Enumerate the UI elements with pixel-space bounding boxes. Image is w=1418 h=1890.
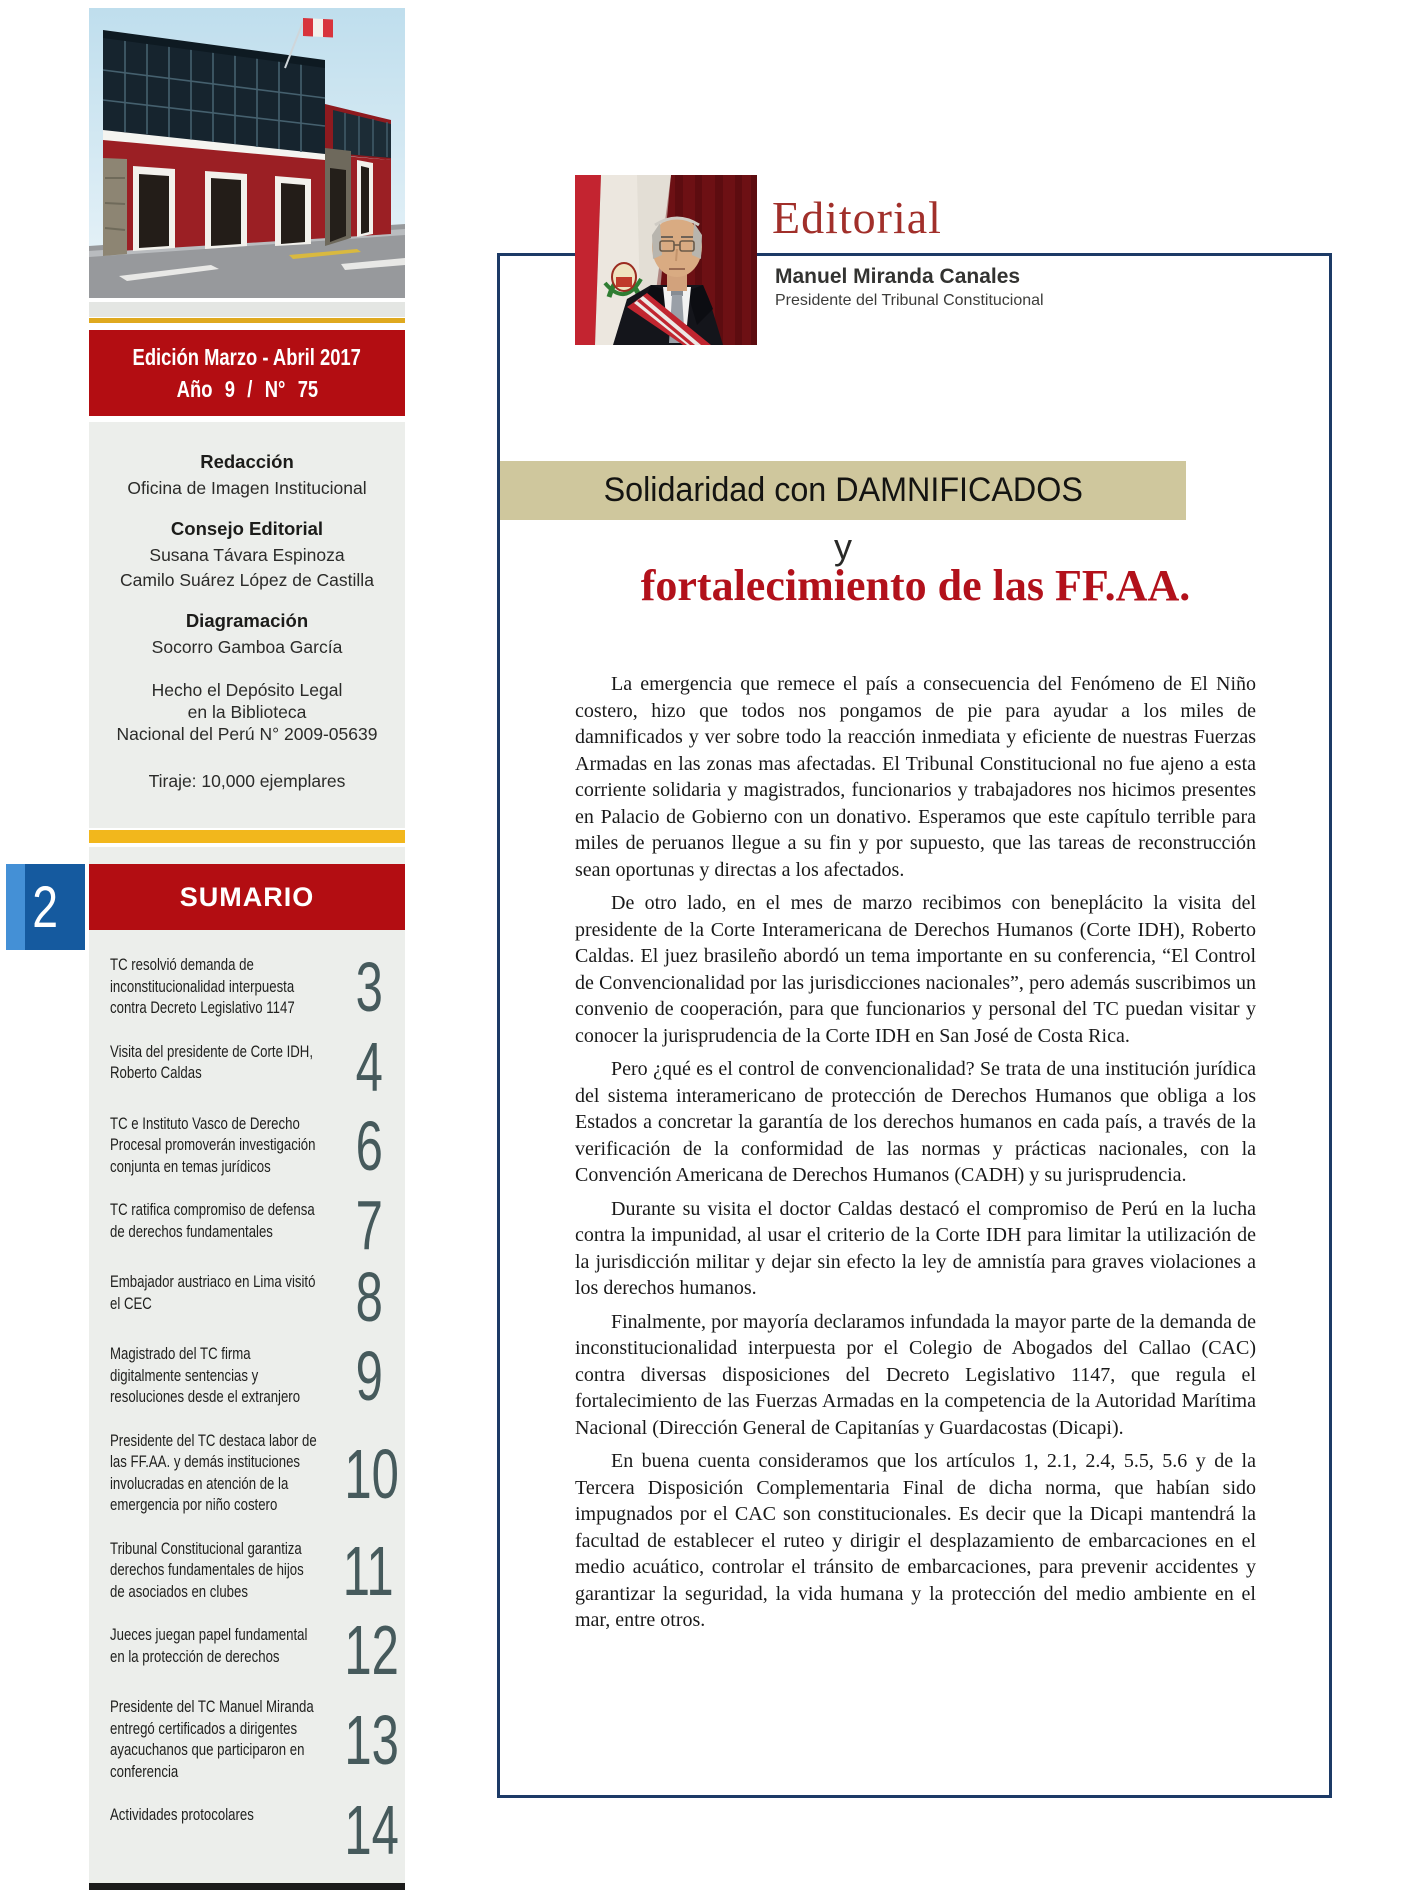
- editorial-paragraph: De otro lado, en el mes de marzo recibimos con beneplácito la visita del presidente de la Corte Interamericana de Derechos Humanos (Corte IDH), Roberto Caldas. El juez brasileño abordó un tema importante en su conferencia, “El Control de Convencionalidad por las jurisdicciones nacionales”, pero además suscribimos un convenio de cooperación, para que funcionarios y personal del TC puedan visitar y conocer la jurisprudencia de la Corte IDH en San José de Costa Rica.: [575, 892, 1256, 1047]
- toc-item-page: 8: [355, 1258, 383, 1336]
- tc-building-illustration: [89, 8, 405, 298]
- toc-item-title: Jueces juegan papel fundamental en la protección de derechos: [110, 1626, 308, 1666]
- toc-item-title: TC e Instituto Vasco de Derecho Procesal promoverán investigación conjunta en temas jurídicos: [110, 1114, 316, 1176]
- tiraje: Tiraje: 10,000 ejemplares: [148, 771, 346, 791]
- toc-item-page: 6: [355, 1106, 383, 1185]
- deposito-line: Nacional del Perú N° 2009-05639: [116, 724, 378, 744]
- edition-box: [89, 330, 405, 416]
- toc-item: [110, 1027, 383, 1106]
- toc-item: [110, 1531, 394, 1610]
- edition-line2: Año 9 / N° 75: [176, 375, 318, 402]
- author-block: [775, 264, 1044, 312]
- toc-item-page: 3: [355, 948, 383, 1027]
- toc-item: [110, 1186, 383, 1264]
- president-portrait-illustration: [575, 175, 757, 345]
- toc-item-page: 11: [342, 1531, 394, 1610]
- deposito-line: Hecho el Depósito Legal: [151, 680, 343, 700]
- sumario-title: SUMARIO: [179, 881, 315, 912]
- toc-item-title: Presidente del TC Manuel Miranda entregó certificados a dirigentes ayacuchanos que participaron en conferencia: [110, 1698, 314, 1781]
- toc-item-page: 12: [344, 1611, 399, 1689]
- sumario-header: [89, 864, 405, 930]
- diagramacion-value: Socorro Gamboa García: [151, 637, 343, 657]
- headline-line2: fortalecimiento de las FF.AA.: [640, 561, 1191, 610]
- toc-item-title: Magistrado del TC firma digitalmente sentencias y resoluciones desde el extranjero: [110, 1345, 301, 1406]
- author-role: Presidente del Tribunal Constitucional: [775, 292, 1044, 309]
- president-portrait-photo: [575, 175, 757, 345]
- author-name: Manuel Miranda Canales: [775, 265, 1021, 288]
- toc-item: [110, 948, 383, 1027]
- editorial-paragraph: Finalmente, por mayoría declaramos infundada la mayor parte de la demanda de inconstitucionalidad interpuesta por el Colegio de Abogados del Callao (CAC) contra diversas disposiciones del Decreto Legislativo 1147, que regula el fortalecimiento de las Fuerzas Armadas en la competencia de la Autoridad Marítima Nacional (Dirección General de Capitanías y Guardacostas (Dicapi).: [575, 1310, 1256, 1439]
- editorial-paragraph: La emergencia que remece el país a consecuencia del Fenómeno de El Niño costero, hizo que todos nos pongamos de pie para ayudar a los miles de damnificados y ver sobre todo la reacción inmediata y eficiente de nuestras Fuerzas Armadas en las zonas mas afectadas. El Tribunal Constitucional no fue ajeno a esta corriente solidaria y magistrados, funcionarios y trabajadores nos hicimos presentes en Palacio de Gobierno con un donativo. Esperamos que este capítulo terrible para miles de peruanos llegue a su fin y por supuesto, que las tareas de reconstrucción sean oportunas y directas a los afectados.: [575, 673, 1256, 881]
- consejo-member: Camilo Suárez López de Castilla: [120, 570, 374, 590]
- headline-line1: Solidaridad con DAMNIFICADOS: [603, 471, 1083, 509]
- toc-item-title: Embajador austriaco en Lima visitó el CEC: [110, 1273, 316, 1313]
- toc-item: [110, 1258, 383, 1336]
- deposito-legal: [89, 679, 405, 745]
- page-number-badge: [6, 864, 85, 950]
- toc-item-page: 7: [355, 1186, 383, 1264]
- toc-item-page: 14: [344, 1791, 399, 1869]
- toc-item-title: Visita del presidente de Corte IDH, Roberto Caldas: [110, 1042, 313, 1082]
- masthead-credits: [89, 422, 405, 828]
- consejo-label: Consejo Editorial: [170, 518, 324, 539]
- section-title: Editorial: [772, 192, 942, 243]
- toc-item-page: 10: [344, 1434, 399, 1513]
- headline-band: [500, 461, 1186, 520]
- toc-item: [110, 1337, 383, 1416]
- table-of-contents: [89, 930, 405, 1869]
- redaccion-value: Oficina de Imagen Institucional: [127, 478, 367, 498]
- deposito-line: en la Biblioteca: [187, 702, 307, 722]
- editorial-paragraph: Durante su visita el doctor Caldas destacó el compromiso de Perú en la lucha contra la impunidad, al usar el criterio de la Corte IDH para limitar la utilización de la jurisdicción militar y dejar sin efecto la ley de amnistía para graves violaciones a los derechos humanos.: [575, 1197, 1256, 1299]
- editorial-paragraph: Pero ¿qué es el control de convencionalidad? Se trata de una institución jurídica del sistema interamericano de protección de Derechos Humanos que obliga a los Estados a concretar la garantía de los derechos humanos en cada país, a través de la verificación de la conformidad de las normas y prácticas nacionales, con la Convención Americana de Derechos Humanos (CADH) y su jurisprudencia.: [575, 1058, 1256, 1186]
- editorial-paragraph: En buena cuenta consideramos que los artículos 1, 2.1, 2.4, 5.5, 5.6 y de la Tercera Disposición Complementaria Final de dicha norma, que habían sido impugnados por el CAC son constitucionales. Es decir que la Dicapi mantendrá la facultad de establecer el ruteo y dirigir el desplazamiento de embarcaciones en el medio acuático, controlar el tránsito de embarcaciones, para prevenir accidentes y garantizar la seguridad, la vida humana y la protección del medio ambiente en el mar, entre otros.: [575, 1450, 1256, 1631]
- sumario-section: [89, 847, 405, 1883]
- page-number: 2: [32, 874, 59, 940]
- toc-item-title: TC ratifica compromiso de defensa de derechos fundamentales: [110, 1201, 315, 1241]
- toc-item-page: 13: [344, 1701, 399, 1779]
- diagramacion-label: Diagramación: [185, 610, 309, 631]
- editorial-body: [575, 671, 1256, 1641]
- gold-divider-bar: [89, 830, 405, 843]
- toc-item-title: TC resolvió demanda de inconstitucionalidad interpuesta contra Decreto Legislativo 1147: [110, 956, 295, 1017]
- tc-building-photo: [89, 8, 405, 298]
- toc-item: [110, 1791, 399, 1869]
- toc-item: [110, 1106, 383, 1185]
- edition-line1: Edición Marzo - Abril 2017: [132, 343, 362, 370]
- redaccion-label: Redacción: [200, 451, 294, 472]
- gold-hairline: [89, 318, 405, 323]
- photo-caption-strip: [89, 302, 405, 317]
- toc-item-title: Actividades protocolares: [110, 1806, 254, 1824]
- toc-item: [110, 1431, 399, 1517]
- headline-connector: y: [834, 526, 852, 567]
- toc-item: [110, 1697, 399, 1783]
- toc-item-title: Tribunal Constitucional garantiza derechos fundamentales de hijos de asociados en clubes: [110, 1539, 304, 1601]
- toc-item-page: 9: [355, 1337, 383, 1416]
- toc-item: [110, 1611, 399, 1689]
- consejo-member: Susana Távara Espinoza: [149, 545, 345, 565]
- toc-item-title: Presidente del TC destaca labor de las FF.AA. y demás instituciones involucradas en atención de la emergencia por niño costero: [110, 1431, 317, 1514]
- toc-item-page: 4: [355, 1027, 383, 1106]
- sidebar-bottom-bar: [89, 1883, 405, 1890]
